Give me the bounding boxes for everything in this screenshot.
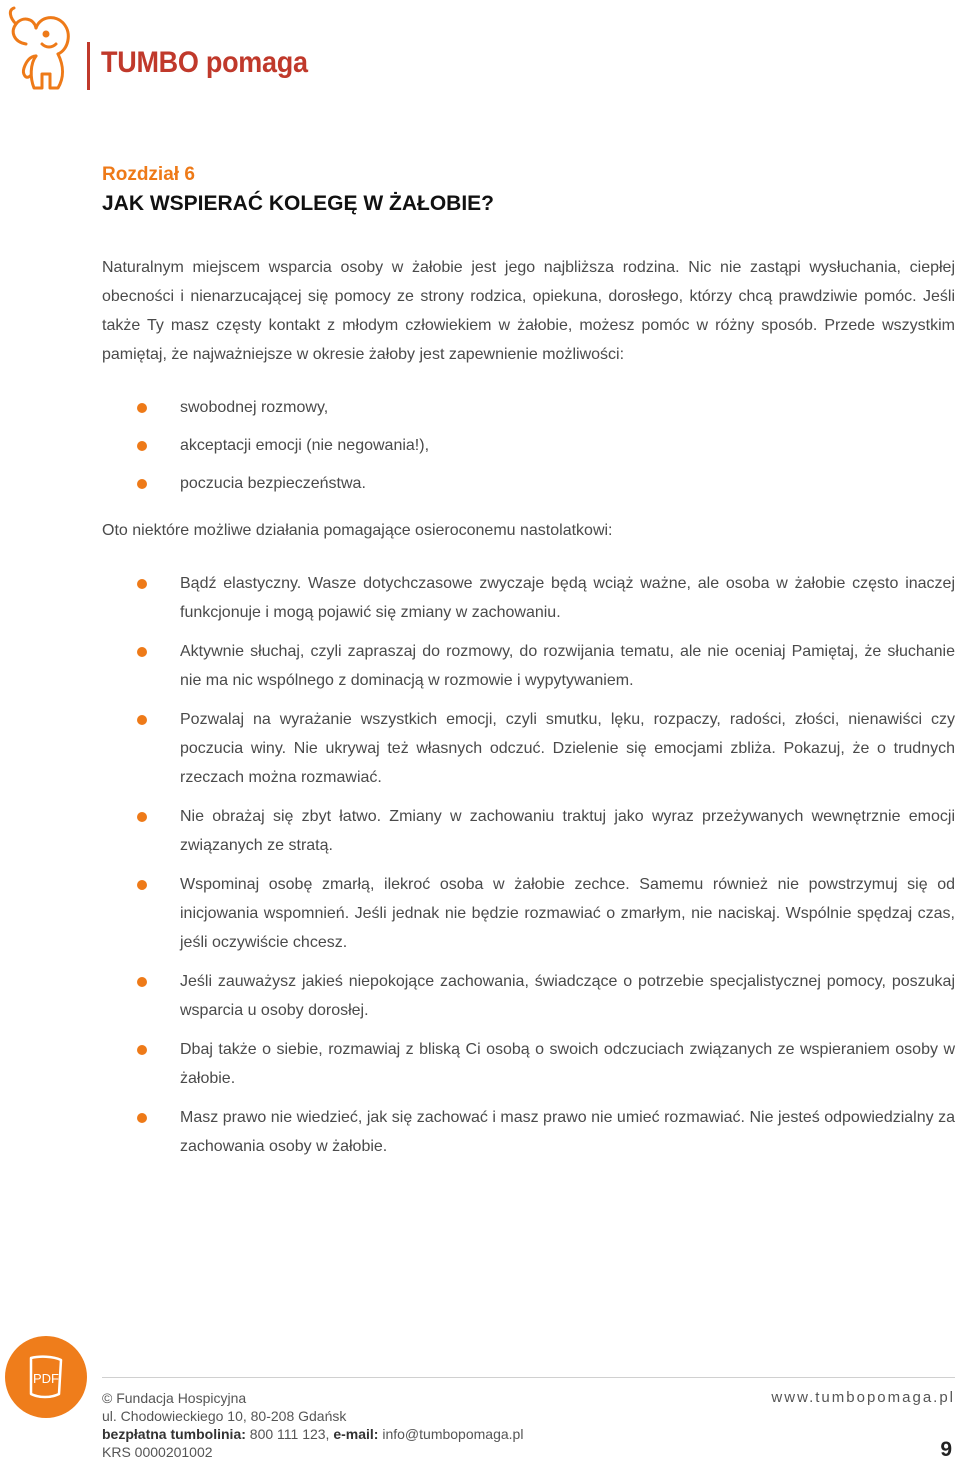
bullet-dot-icon xyxy=(137,441,147,451)
logo-divider xyxy=(87,42,90,90)
page-footer xyxy=(0,1330,960,1460)
bullet-dot-icon xyxy=(137,1045,147,1055)
list-item: Nie obrażaj się zbyt łatwo. Zmiany w zachowaniu traktuj jako wyraz przeżywanych wewnętrznie emocji związanych ze stratą. xyxy=(102,802,955,860)
chapter-label: Rozdział 6 xyxy=(102,164,195,185)
page-number: 9 xyxy=(940,1438,952,1461)
actions-intro: Oto niektóre możliwe działania pomagające osieroconemu nastolatkowi: xyxy=(102,522,613,539)
needs-list xyxy=(102,393,955,498)
pdf-badge[interactable] xyxy=(5,1336,87,1418)
footer-address: ul. Chodowieckiego 10, 80-208 Gdańsk xyxy=(102,1408,347,1424)
list-item: Pozwalaj na wyrażanie wszystkich emocji, czyli smutku, lęku, rozpaczy, radości, złości, nienawiści czy poczucia winy. Nie ukrywaj też własnych odczuć. Dzielenie się emocjami zbliża. Pokazuj, że o trudnych rzeczach można rozmawiać. xyxy=(102,705,955,792)
footer-divider xyxy=(102,1377,955,1378)
list-item: swobodnej rozmowy, xyxy=(102,393,955,422)
list-item: Aktywnie słuchaj, czyli zapraszaj do rozmowy, do rozwijania tematu, ale nie oceniaj Pamiętaj, że słuchanie nie ma nic wspólnego z dominacją w rozmowie i wypytywaniem. xyxy=(102,637,955,695)
list-item: Wspominaj osobę zmarłą, ilekroć osoba w żałobie zechce. Samemu również nie powstrzymuj się od inicjowania wspomnień. Jeśli jednak nie będzie rozmawiać o zmarłym, nie naciskaj. Wspólnie spędzaj czas, jeśli oczywiście chcesz. xyxy=(102,870,955,957)
page-header xyxy=(0,0,960,110)
list-item: Dbaj także o siebie, rozmawiaj z bliską Ci osobą o swoich odczuciach związanych ze wspieraniem osoby w żałobie. xyxy=(102,1035,955,1093)
bullet-dot-icon xyxy=(137,403,147,413)
footer-hotline: bezpłatna tumbolinia: 800 111 123, e-mail: info@tumbopomaga.pl xyxy=(102,1426,524,1442)
footer-email-link[interactable]: info@tumbopomaga.pl xyxy=(382,1426,524,1442)
actions-list xyxy=(102,569,955,1161)
bullet-dot-icon xyxy=(137,579,147,589)
bullet-dot-icon xyxy=(137,1113,147,1123)
pdf-document-icon xyxy=(5,1336,87,1418)
logo-text[interactable]: TUMBO pomaga xyxy=(101,46,308,79)
bullet-dot-icon xyxy=(137,479,147,489)
main-content xyxy=(102,162,955,1171)
list-item: Masz prawo nie wiedzieć, jak się zachować i masz prawo nie umieć rozmawiać. Nie jesteś odpowiedzialny za zachowania osoby w żałobie. xyxy=(102,1103,955,1161)
page-title: JAK WSPIERAĆ KOLEGĘ W ŻAŁOBIE? xyxy=(102,192,495,215)
website-link[interactable]: www.tumbopomaga.pl xyxy=(771,1389,955,1406)
bullet-dot-icon xyxy=(137,647,147,657)
footer-org: © Fundacja Hospicyjna xyxy=(102,1390,247,1406)
bullet-dot-icon xyxy=(137,812,147,822)
footer-contact xyxy=(102,1389,523,1461)
list-item: Jeśli zauważysz jakieś niepokojące zachowania, świadczące o potrzebie specjalistycznej pomocy, poszukaj wsparcia u osoby dorosłej. xyxy=(102,967,955,1025)
footer-krs: KRS 0000201002 xyxy=(102,1444,213,1460)
bullet-dot-icon xyxy=(137,880,147,890)
elephant-icon xyxy=(6,4,76,92)
bullet-dot-icon xyxy=(137,715,147,725)
pdf-icon-label: PDF xyxy=(33,1371,59,1386)
list-item: poczucia bezpieczeństwa. xyxy=(102,469,955,498)
list-item: akceptacji emocji (nie negowania!), xyxy=(102,431,955,460)
intro-paragraph: Naturalnym miejscem wsparcia osoby w żałobie jest jego najbliższa rodzina. Nic nie zastąpi wysłuchania, ciepłej obecności i nienarzucającej się pomocy ze strony rodzica, opiekuna, dorosłego, którzy chcą prawdziwie pomóc. Jeśli także Ty masz częsty kontakt z młodym człowiekiem w żałobie, możesz pomóc w różny sposób. Przede wszystkim pamiętaj, że najważniejsze w okresie żałoby jest zapewnienie możliwości: xyxy=(102,259,955,363)
bullet-dot-icon xyxy=(137,977,147,987)
list-item: Bądź elastyczny. Wasze dotychczasowe zwyczaje będą wciąż ważne, ale osoba w żałobie często inaczej funkcjonuje i mogą pojawić się zmiany w zachowaniu. xyxy=(102,569,955,627)
